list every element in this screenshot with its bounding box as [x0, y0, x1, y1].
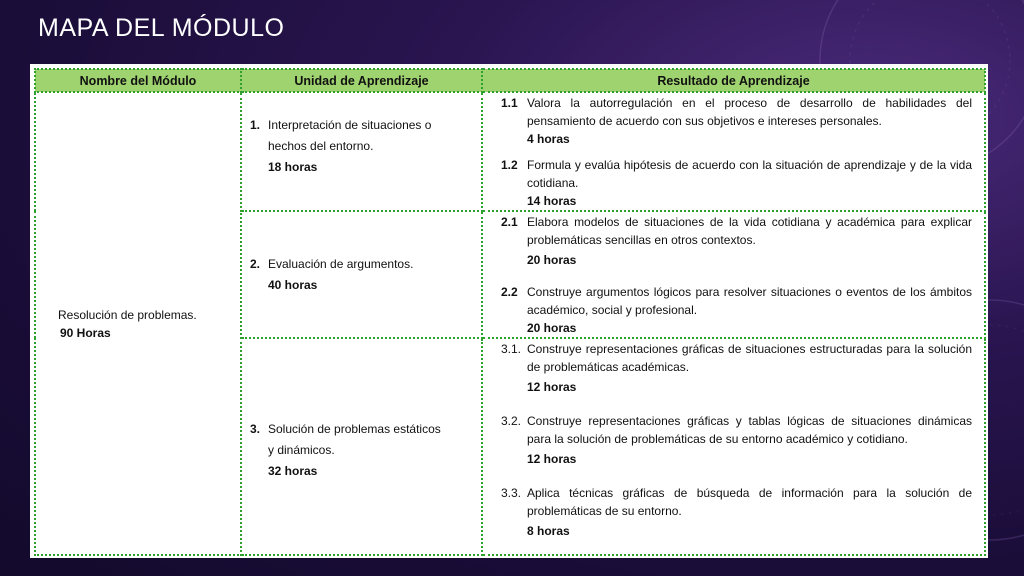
table-row	[35, 92, 985, 211]
table-header-row	[35, 69, 985, 92]
module-name: Resolución de problemas.	[58, 307, 197, 322]
result-text: Formula y evalúa hipótesis de acuerdo con la situación de aprendizaje y de la vida cotidiana.	[527, 158, 972, 190]
result-text: Aplica técnicas gráficas de búsqueda de información para la solución de problemáticas de su entorno.	[527, 486, 972, 518]
result-hours: 12 horas	[527, 452, 577, 466]
header-module-name: Nombre del Módulo	[35, 69, 241, 92]
result-text: Valora la autorregulación en el proceso de desarrollo de habilidades del pensamiento de acuerdo con sus objetivos e intereses personales.	[527, 96, 972, 128]
result-number: 3.2.	[501, 414, 522, 428]
header-learning-result: Resultado de Aprendizaje	[482, 69, 985, 92]
unit-number: 1.	[250, 118, 261, 132]
unit-hours: 18 horas	[268, 160, 318, 174]
module-map-sheet	[30, 64, 988, 558]
result-item	[501, 484, 972, 520]
result-hours: 20 horas	[527, 253, 577, 267]
header-learning-unit: Unidad de Aprendizaje	[241, 69, 482, 92]
result-hours: 12 horas	[527, 380, 577, 394]
result-hours: 8 horas	[527, 524, 570, 538]
unit-cell-1	[241, 92, 482, 211]
result-item	[501, 94, 972, 130]
result-hours: 4 horas	[527, 132, 570, 146]
result-number: 3.3.	[501, 486, 522, 500]
result-item	[501, 213, 972, 249]
result-number: 1.2	[501, 158, 518, 172]
result-number: 2.1	[501, 215, 518, 229]
unit-number: 2.	[250, 257, 261, 271]
result-item	[501, 412, 972, 448]
module-map-table	[34, 68, 986, 556]
result-hours: 20 horas	[527, 321, 577, 335]
unit-title: Evaluación de argumentos.	[268, 257, 414, 271]
result-text: Construye argumentos lógicos para resolver situaciones o eventos de los ámbitos académico, social y profesional.	[527, 285, 972, 317]
unit-number: 3.	[250, 422, 261, 436]
slide-title: MAPA DEL MÓDULO	[38, 14, 285, 42]
unit-hours: 40 horas	[268, 278, 318, 292]
results-cell-3	[482, 338, 985, 555]
module-hours: 90 Horas	[60, 325, 111, 340]
result-text: Construye representaciones gráficas y tablas lógicas de situaciones dinámicas para la solución de problemáticas de su entorno académico y cotidiano.	[527, 414, 972, 446]
results-cell-1	[482, 92, 985, 211]
unit-title-cont: y dinámicos.	[268, 443, 335, 457]
result-number: 3.1.	[501, 342, 522, 356]
unit-title: Interpretación de situaciones o	[268, 118, 432, 132]
result-item	[501, 156, 972, 192]
module-name-cell	[35, 92, 241, 555]
result-number: 1.1	[501, 96, 518, 110]
result-item	[501, 340, 972, 376]
result-text: Construye representaciones gráficas de situaciones estructuradas para la solución de problemáticas académicas.	[527, 342, 972, 374]
result-hours: 14 horas	[527, 194, 577, 208]
unit-cell-3	[241, 338, 482, 555]
unit-title: Solución de problemas estáticos	[268, 422, 441, 436]
unit-cell-2	[241, 211, 482, 338]
result-number: 2.2	[501, 285, 518, 299]
unit-title-cont: hechos del entorno.	[268, 139, 374, 153]
results-cell-2	[482, 211, 985, 338]
result-item	[501, 283, 972, 319]
result-text: Elabora modelos de situaciones de la vida cotidiana y académica para explicar problemáticas sencillas en otros contextos.	[527, 215, 972, 247]
unit-hours: 32 horas	[268, 464, 318, 478]
